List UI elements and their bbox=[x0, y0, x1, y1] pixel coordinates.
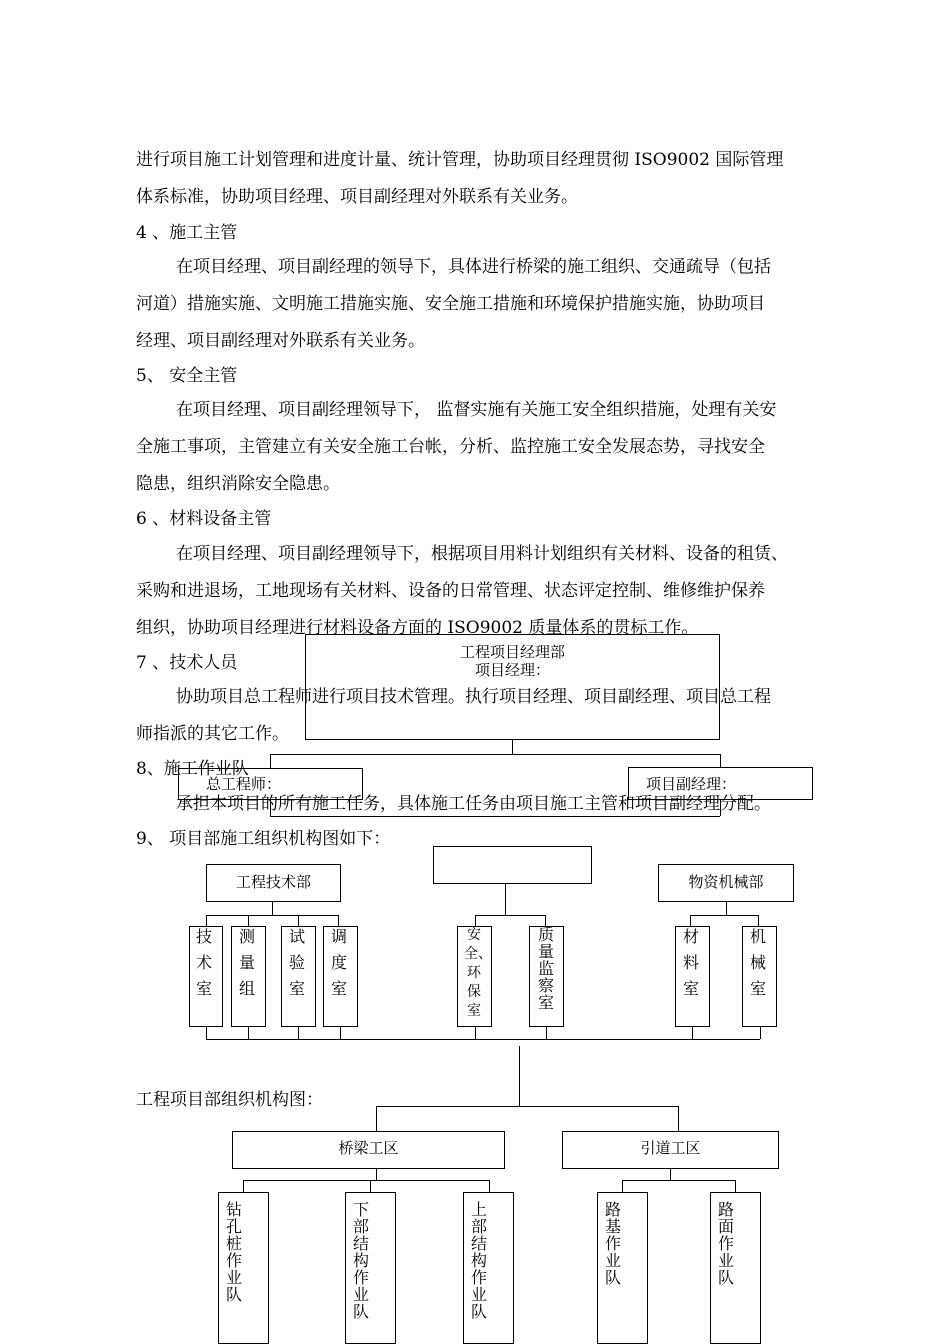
connector bbox=[670, 1169, 671, 1180]
connector bbox=[512, 740, 513, 754]
connector bbox=[206, 1039, 760, 1040]
section-heading-8: 8、施工作业队 bbox=[136, 759, 249, 779]
paragraph-line: 在项目经理、项目副经理的领导下，具体进行桥梁的施工组织、交通疏导（包括 bbox=[176, 257, 771, 277]
connector bbox=[489, 1180, 490, 1192]
top-manager-sub: 项目经理： bbox=[474, 661, 550, 679]
connector bbox=[243, 1180, 489, 1181]
connector bbox=[546, 1027, 547, 1039]
paragraph-line: 经理、项目副经理对外联系有关业务。 bbox=[136, 331, 425, 351]
paragraph-line: 协助项目总工程师进行项目技术管理。执行项目经理、项目副经理、项目总工程 bbox=[176, 687, 771, 707]
chief-engineer-label: 总工程师： bbox=[206, 775, 282, 793]
section-heading-9: 9、 项目部施工组织机构图如下： bbox=[136, 829, 391, 849]
connector bbox=[622, 1180, 623, 1192]
connector bbox=[298, 1027, 299, 1039]
room-label: 安全、环保室 bbox=[464, 927, 492, 1019]
connector bbox=[690, 915, 758, 916]
team-label: 下部结构作业队 bbox=[352, 1200, 369, 1321]
paragraph-line: 在项目经理、项目副经理领导下， 监督实施有关施工安全组织措施，处理有关安 bbox=[176, 400, 777, 420]
paragraph-line: 隐患，组织消除安全隐患。 bbox=[136, 474, 340, 494]
paragraph-line: 全施工事项，主管建立有关安全施工台帐，分析、监控施工安全发展态势，寻找安全 bbox=[136, 437, 765, 457]
paragraph-line: 进行项目施工计划管理和进度计量、统计管理，协助项目经理贯彻 ISO9002 国际管理 bbox=[136, 150, 784, 170]
paragraph-line: 采购和进退场，工地现场有关材料、设备的日常管理、状态评定控制、维修维护保养 bbox=[136, 581, 765, 601]
room-label: 技术室 bbox=[195, 927, 212, 998]
connector bbox=[270, 754, 271, 768]
top-manager-title: 工程项目经理部 bbox=[459, 643, 565, 661]
connector bbox=[370, 1180, 371, 1192]
paragraph-line: 承担本项目的所有施工任务，具体施工任务由项目施工主管和项目副经理分配。 bbox=[176, 794, 771, 814]
room-label: 材料室 bbox=[682, 927, 699, 998]
connector bbox=[270, 800, 271, 816]
room-label: 试验室 bbox=[288, 927, 305, 998]
connector bbox=[206, 915, 338, 916]
connector bbox=[622, 1180, 735, 1181]
connector bbox=[519, 1046, 520, 1106]
connector bbox=[475, 915, 545, 916]
paragraph-line: 体系标准，协助项目经理、项目副经理对外联系有关业务。 bbox=[136, 187, 578, 207]
room-label: 质量监察室 bbox=[537, 925, 554, 1012]
connector bbox=[726, 902, 727, 915]
section-heading-4: 4 、施工主管 bbox=[136, 223, 238, 243]
connector bbox=[678, 1106, 679, 1131]
connector bbox=[243, 1180, 244, 1192]
connector bbox=[376, 1106, 377, 1131]
connector bbox=[206, 1027, 207, 1039]
team-label: 钻孔桩作业队 bbox=[225, 1200, 242, 1304]
connector bbox=[475, 915, 476, 926]
team-label: 上部结构作业队 bbox=[470, 1200, 487, 1321]
connector bbox=[720, 754, 721, 767]
connector bbox=[475, 1027, 476, 1039]
paragraph-line: 河道）措施实施、文明施工措施实施、安全施工措施和环境保护措施实施，协助项目 bbox=[136, 294, 765, 314]
deputy-manager-label: 项目副经理： bbox=[646, 775, 737, 793]
connector bbox=[760, 1027, 761, 1039]
team-label: 路基作业队 bbox=[604, 1200, 621, 1287]
team-label: 路面作业队 bbox=[717, 1200, 734, 1287]
connector bbox=[376, 1106, 678, 1107]
section-heading-5: 5、 安全主管 bbox=[136, 366, 238, 386]
connector bbox=[340, 1027, 341, 1039]
connector bbox=[270, 816, 720, 817]
material-dept-label: 物资机械部 bbox=[688, 873, 764, 891]
approach-area-label: 引道工区 bbox=[640, 1139, 701, 1157]
section-heading-7: 7 、技术人员 bbox=[136, 653, 238, 673]
paragraph-line: 师指派的其它工作。 bbox=[136, 724, 289, 744]
chart-caption: 工程项目部组织机构图： bbox=[136, 1090, 323, 1110]
connector bbox=[270, 754, 720, 755]
connector bbox=[505, 884, 506, 915]
connector bbox=[720, 800, 721, 816]
connector bbox=[248, 1027, 249, 1039]
tech-dept-label: 工程技术部 bbox=[235, 873, 311, 891]
bridge-area-label: 桥梁工区 bbox=[338, 1139, 399, 1157]
center-box bbox=[433, 846, 592, 884]
connector bbox=[272, 902, 273, 915]
room-label: 测量组 bbox=[238, 927, 255, 998]
paragraph-line: 在项目经理、项目副经理领导下，根据项目用料计划组织有关材料、设备的租赁、 bbox=[176, 544, 788, 564]
room-label: 调度室 bbox=[330, 927, 347, 998]
connector bbox=[692, 1027, 693, 1039]
section-heading-6: 6 、材料设备主管 bbox=[136, 509, 272, 529]
connector bbox=[735, 1180, 736, 1192]
paragraph-line: 组织，协助项目经理进行材料设备方面的 ISO9002 质量体系的贯标工作。 bbox=[136, 618, 699, 638]
room-label: 机械室 bbox=[749, 927, 766, 998]
connector bbox=[376, 1169, 377, 1180]
